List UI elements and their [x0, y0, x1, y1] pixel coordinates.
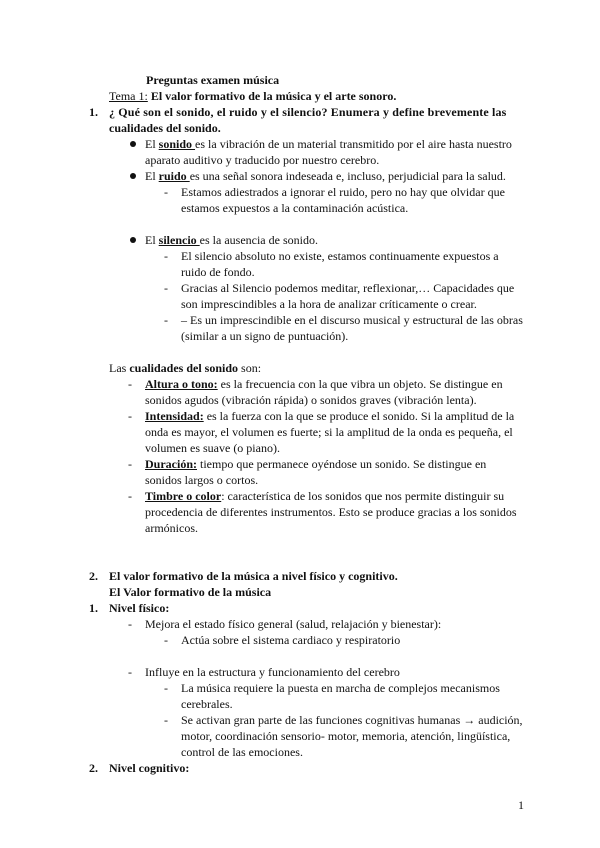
- fisico-item2-sub2-line3: control de las emociones.: [181, 745, 303, 759]
- cualidades-pre: Las: [109, 361, 130, 375]
- dash-marker: -: [128, 489, 132, 503]
- fisico-item1: Mejora el estado físico general (salud, relajación y bienestar):: [145, 617, 442, 631]
- sonido-pre: El: [145, 137, 159, 151]
- sonido-definition-line1: [145, 136, 512, 152]
- dash-marker: -: [128, 377, 132, 391]
- fisico-item2-sub2-line2: motor, coordinación sensorio- motor, memoria, atención, lingüística,: [181, 729, 511, 743]
- intensidad-text: es la fuerza con la que se produce el sonido. Si la amplitud de la: [203, 409, 515, 423]
- page-number: 1: [518, 798, 524, 812]
- fisico-item2: Influye en la estructura y funcionamiento del cerebro: [145, 665, 400, 679]
- nivel-fisico-number: 1.: [89, 601, 98, 615]
- dash-marker: -: [128, 617, 132, 631]
- timbre-text: : característica de los sonidos que nos permite distinguir su: [221, 489, 505, 503]
- silencio-sub3-line1: – Es un imprescindible en el discurso musical y estructural de las obras: [181, 313, 523, 327]
- dash-marker: -: [164, 633, 168, 647]
- nivel-cognitivo-label: Nivel cognitivo:: [109, 761, 190, 775]
- bullet-dot: [130, 237, 136, 243]
- tema-label: Tema 1:: [109, 89, 148, 103]
- timbre-line3: armónicos.: [145, 521, 198, 535]
- silencio-sub1-line2: ruido de fondo.: [181, 265, 255, 279]
- intensidad-line3: volumen es suave (o piano).: [145, 441, 280, 455]
- silencio-sub1-line1: El silencio absoluto no existe, estamos continuamente expuestos a: [181, 249, 499, 263]
- dash-marker: -: [164, 249, 168, 263]
- timbre-line1: [145, 488, 504, 504]
- fisico-item2-sub2-line1: Se activan gran parte de las funciones cognitivas humanas → audición,: [181, 713, 523, 727]
- cualidades-post: son:: [238, 361, 262, 375]
- ruido-pre: El: [145, 169, 159, 183]
- bullet-dot: [130, 173, 136, 179]
- dash-marker: -: [128, 457, 132, 471]
- bullet-dot: [130, 141, 136, 147]
- silencio-definition: [145, 232, 318, 248]
- ruido-sub1-line1: Estamos adiestrados a ignorar el ruido, pero no hay que olvidar que: [181, 185, 505, 199]
- dash-marker: -: [164, 281, 168, 295]
- altura-line2: sonidos agudos (vibración rápida) o sonidos graves (vibración lenta).: [145, 393, 477, 407]
- tema-title: El valor formativo de la música y el arte sonoro.: [147, 89, 397, 103]
- duracion-line1: [145, 456, 486, 472]
- silencio-text: es la ausencia de sonido.: [199, 233, 318, 247]
- intensidad-line1: [145, 408, 514, 424]
- dash-marker: -: [164, 185, 168, 199]
- dash-marker: -: [164, 713, 168, 727]
- nivel-cognitivo-number: 2.: [89, 761, 98, 775]
- timbre-line2: procedencia de diferentes instrumentos. Esto se produce gracias a los sonidos: [145, 505, 517, 519]
- ruido-sub1-line2: estamos expuestos a la contaminación acústica.: [181, 201, 409, 215]
- q2-subtitle: El Valor formativo de la música: [109, 585, 272, 599]
- q1-question-line2: cualidades del sonido.: [109, 121, 221, 135]
- silencio-sub2-line2: son imprescindibles a la hora de analizar críticamente o crear.: [181, 297, 477, 311]
- sonido-text: es la vibración de un material transmitido por el aire hasta nuestro: [195, 137, 512, 151]
- q2-number: 2.: [89, 569, 98, 583]
- cualidades-intro: [109, 360, 261, 376]
- intensidad-term: Intensidad:: [145, 409, 204, 423]
- ruido-term: ruido: [158, 169, 190, 183]
- dash-marker: -: [164, 313, 168, 327]
- q2-title: El valor formativo de la música a nivel físico y cognitivo.: [109, 569, 398, 583]
- dash-marker: -: [164, 681, 168, 695]
- cualidades-term: cualidades del sonido: [129, 361, 239, 375]
- silencio-sub3-line2: (similar a un signo de puntuación).: [181, 329, 349, 343]
- duracion-term: Duración:: [145, 457, 197, 471]
- altura-line1: [145, 376, 503, 392]
- sonido-term: sonido: [158, 137, 196, 151]
- silencio-pre: El: [145, 233, 159, 247]
- silencio-sub2-line1: Gracias al Silencio podemos meditar, reflexionar,… Capacidades que: [181, 281, 515, 295]
- document-title: Preguntas examen música: [146, 73, 280, 87]
- sonido-definition-line2: aparato auditivo y traducido por nuestro cerebro.: [145, 153, 380, 167]
- nivel-fisico-label: Nivel físico:: [109, 601, 170, 615]
- altura-term: Altura o tono:: [145, 377, 218, 391]
- fisico-item2-sub1-line2: cerebrales.: [181, 697, 233, 711]
- timbre-term: Timbre o color: [145, 489, 222, 503]
- altura-text: es la frecuencia con la que vibra un objeto. Se distingue en: [217, 377, 503, 391]
- duracion-line2: sonidos largos o cortos.: [145, 473, 259, 487]
- ruido-definition: [145, 168, 506, 184]
- fisico-item2-sub1-line1: La música requiere la puesta en marcha de complejos mecanismos: [181, 681, 500, 695]
- intensidad-line2: onda es mayor, el volumen es fuerte; si la amplitud de la onda es pequeña, el: [145, 425, 513, 439]
- silencio-term: silencio: [158, 233, 200, 247]
- q1-number: 1.: [89, 105, 98, 119]
- fisico-item1-sub: Actúa sobre el sistema cardiaco y respiratorio: [181, 633, 401, 647]
- duracion-text: tiempo que permanece oyéndose un sonido. Se distingue en: [197, 457, 487, 471]
- ruido-text: es una señal sonora indeseada e, incluso, perjudicial para la salud.: [189, 169, 506, 183]
- q1-question-line1: ¿ Qué son el sonido, el ruido y el silencio? Enumera y define brevemente las: [109, 105, 507, 119]
- tema-heading: [109, 88, 396, 104]
- dash-marker: -: [128, 409, 132, 423]
- dash-marker: -: [128, 665, 132, 679]
